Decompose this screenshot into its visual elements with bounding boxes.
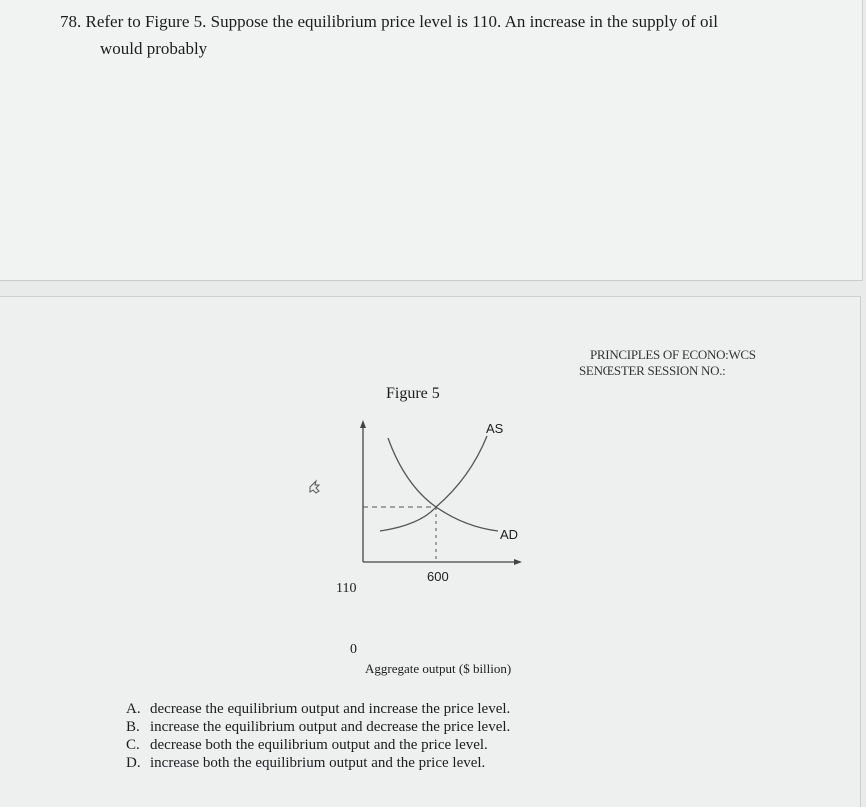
option-d[interactable]: [126, 754, 510, 772]
x-axis-label: Aggregate output ($ billion): [365, 661, 512, 676]
option-b[interactable]: [126, 718, 510, 736]
session-header: SENŒSTER SESSION NO.:: [579, 363, 726, 378]
answer-options: [126, 700, 510, 772]
option-text: increase the equilibrium output and decrease the price level.: [150, 719, 511, 735]
option-text: decrease the equilibrium output and increase the price level.: [150, 701, 511, 717]
question-line-1: Refer to Figure 5. Suppose the equilibrium price level is 110. An increase in the supply of oil: [85, 12, 718, 31]
cursor-icon: [310, 481, 319, 493]
price-level-110: 110: [336, 581, 357, 596]
x-axis-arrow: [514, 559, 522, 565]
course-header: PRINCIPLES OF ECONO:WCS: [590, 347, 756, 362]
option-a[interactable]: [126, 700, 510, 718]
option-letter: A.: [126, 701, 141, 717]
ad-label: AD: [500, 527, 519, 542]
option-letter: B.: [126, 719, 140, 735]
option-text: increase both the equilibrium output and the price level.: [150, 755, 486, 771]
ad-curve: [388, 438, 498, 531]
question-number: 78.: [60, 12, 82, 31]
origin-label: 0: [350, 642, 357, 657]
question-line-2: would probably: [100, 39, 208, 58]
x-tick-600: 600: [427, 569, 449, 584]
as-label: AS: [486, 421, 504, 436]
figure-title: Figure 5: [386, 385, 440, 402]
y-axis-arrow: [360, 420, 366, 428]
option-letter: D.: [126, 755, 141, 771]
option-text: decrease both the equilibrium output and the price level.: [150, 737, 488, 753]
option-c[interactable]: [126, 736, 510, 754]
option-letter: C.: [126, 737, 140, 753]
as-curve: [380, 436, 487, 531]
